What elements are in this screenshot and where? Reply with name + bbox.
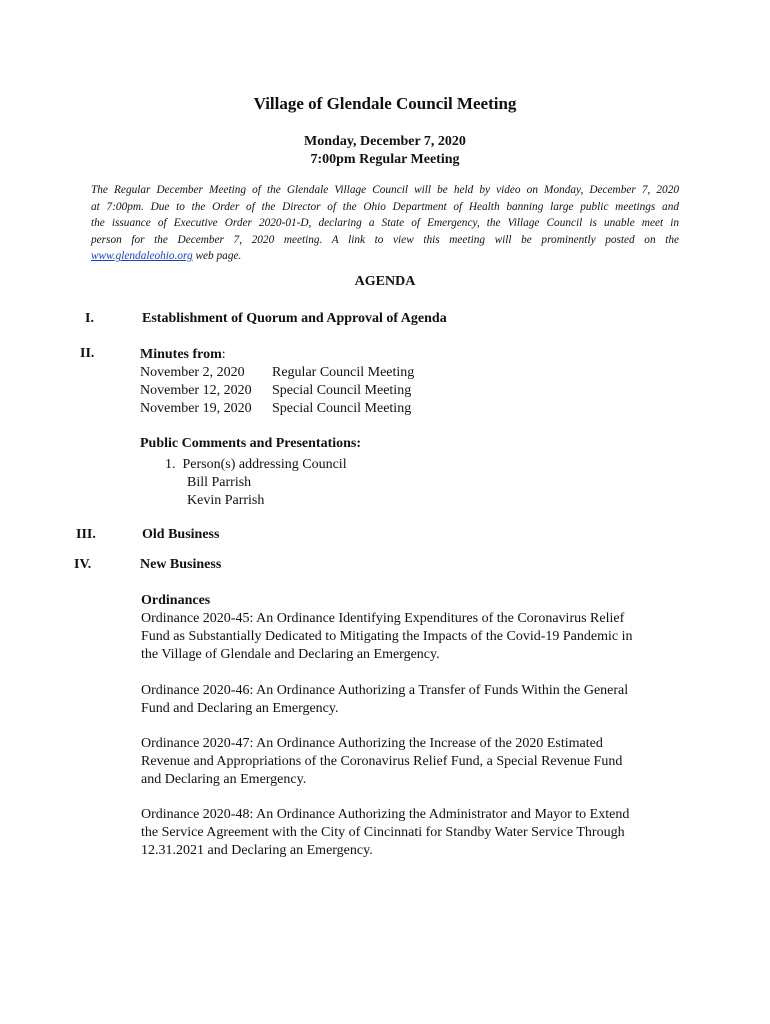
ordinance-item bbox=[141, 806, 681, 860]
minutes-heading bbox=[140, 346, 226, 364]
section-numeral: I. bbox=[85, 311, 94, 326]
minutes-row bbox=[140, 364, 414, 382]
ordinance-line: and Declaring an Emergency. bbox=[141, 772, 307, 787]
minutes-date: November 2, 2020 bbox=[140, 365, 245, 380]
minutes-title: Minutes from bbox=[140, 347, 222, 362]
ordinance-line: Ordinance 2020-45: An Ordinance Identifying Expenditures of the Coronavirus Relief bbox=[141, 611, 625, 626]
ordinance-line: Fund and Declaring an Emergency. bbox=[141, 701, 339, 716]
ordinances-title: Ordinances bbox=[141, 593, 211, 608]
section-title-new-business: New Business bbox=[140, 557, 222, 572]
minutes-row bbox=[140, 382, 414, 400]
minutes-date: November 19, 2020 bbox=[140, 401, 252, 416]
ordinance-line: Ordinance 2020-48: An Ordinance Authorizing the Administrator and Mayor to Extend bbox=[141, 807, 630, 822]
speaker-name: Kevin Parrish bbox=[187, 493, 265, 508]
website-link[interactable]: www.glendaleohio.org bbox=[91, 250, 193, 263]
minutes-list bbox=[140, 364, 414, 418]
ordinance-line: the Service Agreement with the City of Cincinnati for Standby Water Service Through bbox=[141, 825, 625, 840]
intro-line bbox=[91, 248, 679, 265]
public-comments-title: Public Comments and Presentations: bbox=[140, 436, 362, 451]
page-title: Village of Glendale Council Meeting bbox=[253, 94, 517, 113]
ordinance-item bbox=[141, 610, 681, 664]
ordinance-line: Ordinance 2020-46: An Ordinance Authorizing a Transfer of Funds Within the General bbox=[141, 683, 629, 698]
ordinance-item bbox=[141, 682, 681, 718]
intro-line: The Regular December Meeting of the Glendale Village Council will be held by video on Monday, December 7, 2020 bbox=[91, 184, 679, 196]
meeting-time: 7:00pm Regular Meeting bbox=[310, 152, 460, 167]
section-numeral: IV. bbox=[74, 557, 92, 572]
ordinance-line: Fund as Substantially Dedicated to Mitigating the Impacts of the Covid-19 Pandemic in bbox=[141, 629, 633, 644]
item-number: 1. bbox=[165, 457, 176, 472]
ordinance-line: 12.31.2021 and Declaring an Emergency. bbox=[141, 843, 373, 858]
intro-line: the issuance of Executive Order 2020-01-D, declaring a State of Emergency, the Village Council is unable meet in bbox=[91, 217, 679, 230]
intro-line-tail: web page. bbox=[192, 250, 242, 263]
section-numeral: II. bbox=[80, 346, 95, 361]
ordinance-line: Ordinance 2020-47: An Ordinance Authorizing the Increase of the 2020 Estimated bbox=[141, 736, 603, 751]
minutes-type: Special Council Meeting bbox=[272, 401, 412, 416]
ordinance-item bbox=[141, 735, 681, 789]
ordinance-line: the Village of Glendale and Declaring an Emergency. bbox=[141, 647, 440, 662]
section-title-old-business: Old Business bbox=[142, 527, 220, 542]
agenda-heading: AGENDA bbox=[354, 274, 416, 289]
public-comments-item bbox=[165, 456, 347, 474]
minutes-date: November 12, 2020 bbox=[140, 383, 252, 398]
intro-paragraph bbox=[91, 182, 679, 265]
ordinance-line: Revenue and Appropriations of the Coronavirus Relief Fund, a Special Revenue Fund bbox=[141, 754, 623, 769]
section-title-quorum: Establishment of Quorum and Approval of Agenda bbox=[142, 311, 447, 326]
minutes-colon: : bbox=[221, 347, 226, 362]
item-label: Person(s) addressing Council bbox=[182, 457, 347, 472]
minutes-type: Special Council Meeting bbox=[272, 383, 412, 398]
intro-line: at 7:00pm. Due to the Order of the Director of the Ohio Department of Health banning large public meetings and bbox=[91, 200, 679, 213]
intro-line: person for the December 7, 2020 meeting. A link to view this meeting will be prominently posted on the bbox=[91, 233, 679, 246]
speaker-list bbox=[187, 474, 264, 510]
minutes-type: Regular Council Meeting bbox=[272, 365, 415, 380]
meeting-date: Monday, December 7, 2020 bbox=[304, 134, 466, 149]
section-numeral: III. bbox=[76, 527, 96, 542]
minutes-row bbox=[140, 400, 414, 418]
speaker-name: Bill Parrish bbox=[187, 475, 252, 490]
